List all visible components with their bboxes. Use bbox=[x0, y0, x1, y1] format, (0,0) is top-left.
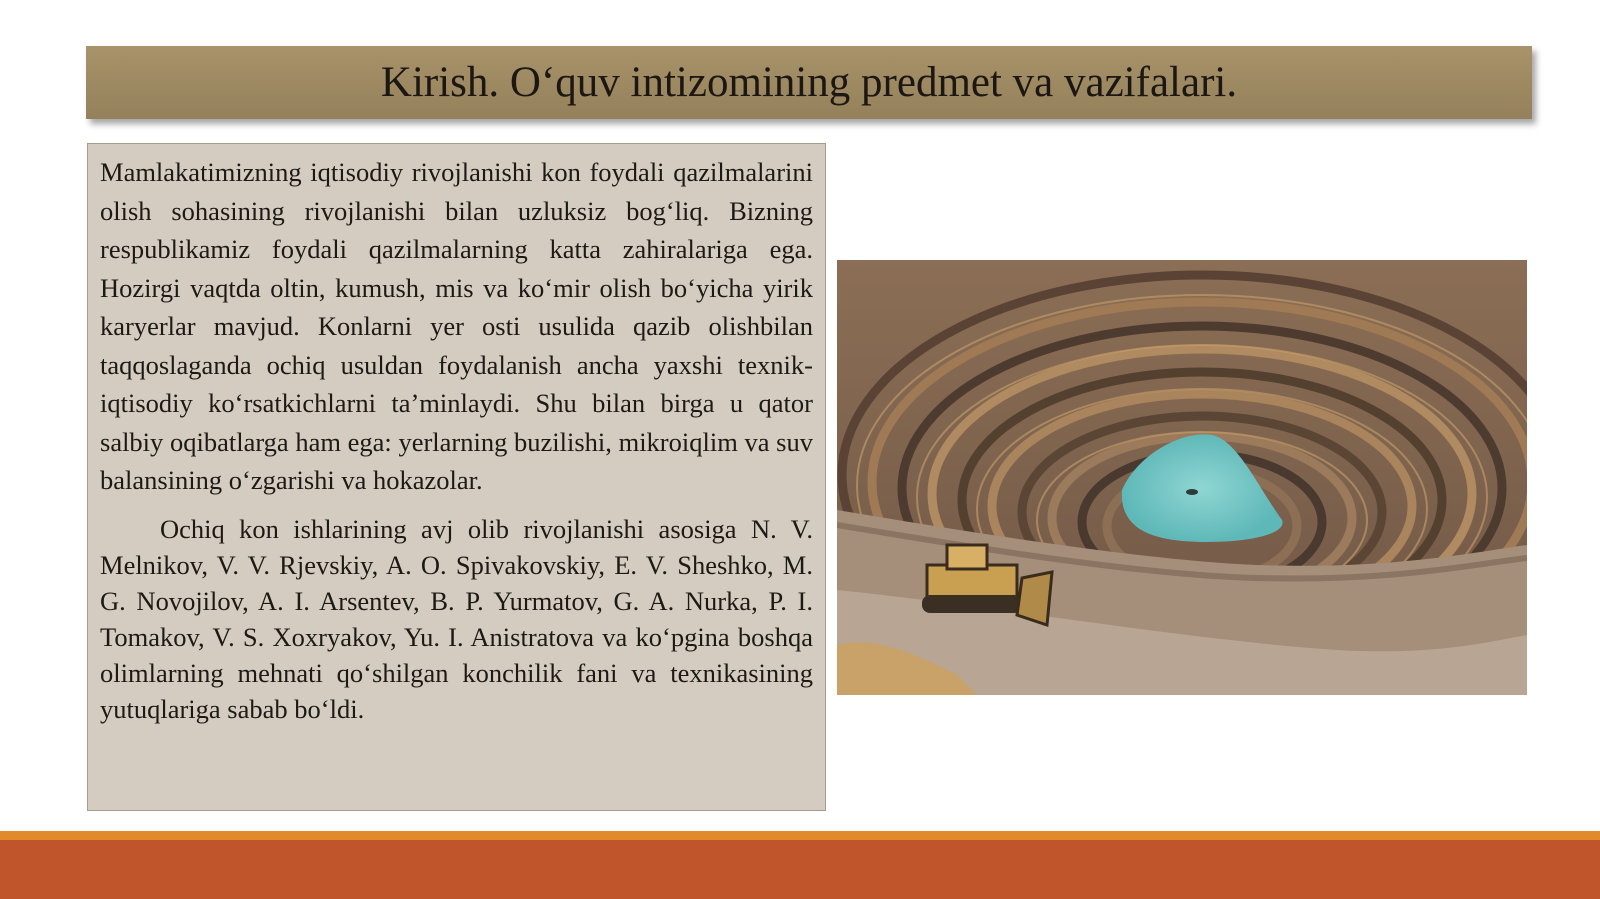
text-box bbox=[87, 143, 826, 811]
paragraph-intro: Mamlakatimizning iqtisodiy rivojlanishi kon foydali qazilmalarini olish sohasining rivojlanishi bilan uzluksiz bog‘liq. Bizning respublikamiz foydali qazilmalarning katta zahiralariga ega. Hozirgi vaqtda oltin, kumush, mis va ko‘mir olish bo‘yicha yirik karyerlar mavjud. Konlarni yer osti usulida qazib olishbilan taqqoslaganda ochiq usuldan foydalanish ancha yaxshi texnik-iqtisodiy ko‘rsatkichlarni ta’minlaydi. Shu bilan birga u qator salbiy oqibatlarga ham ega: yerlarning buzilishi, mikroiqlim va suv balansining o‘zgarishi va hokazolar. bbox=[100, 157, 813, 495]
slide-title: Kirish. O‘quv intizomining predmet va vazifalari. bbox=[380, 59, 1238, 106]
paragraph-scientists: Ochiq kon ishlarining avj olib rivojlanishi asosiga N. V. Melnikov, V. V. Rjevskiy, A. O. Spivakovskiy, E. V. Sheshko, M. G. Novojilov, A. I. Arsentev, B. P. Yurmatov, G. A. Nurka, P. I. Tomakov, V. S. Xoxryakov, Yu. I. Anistratova va ko‘pgina boshqa olimlarning mehnati qo‘shilgan konchilik fani va texnikasining yutuqlariga sabab bo‘ldi. bbox=[100, 513, 813, 724]
open-pit-mine-photo bbox=[837, 260, 1527, 695]
bottom-accent-stripe bbox=[0, 831, 1600, 840]
slide-title-bar bbox=[86, 46, 1532, 119]
bottom-footer-band bbox=[0, 840, 1600, 899]
